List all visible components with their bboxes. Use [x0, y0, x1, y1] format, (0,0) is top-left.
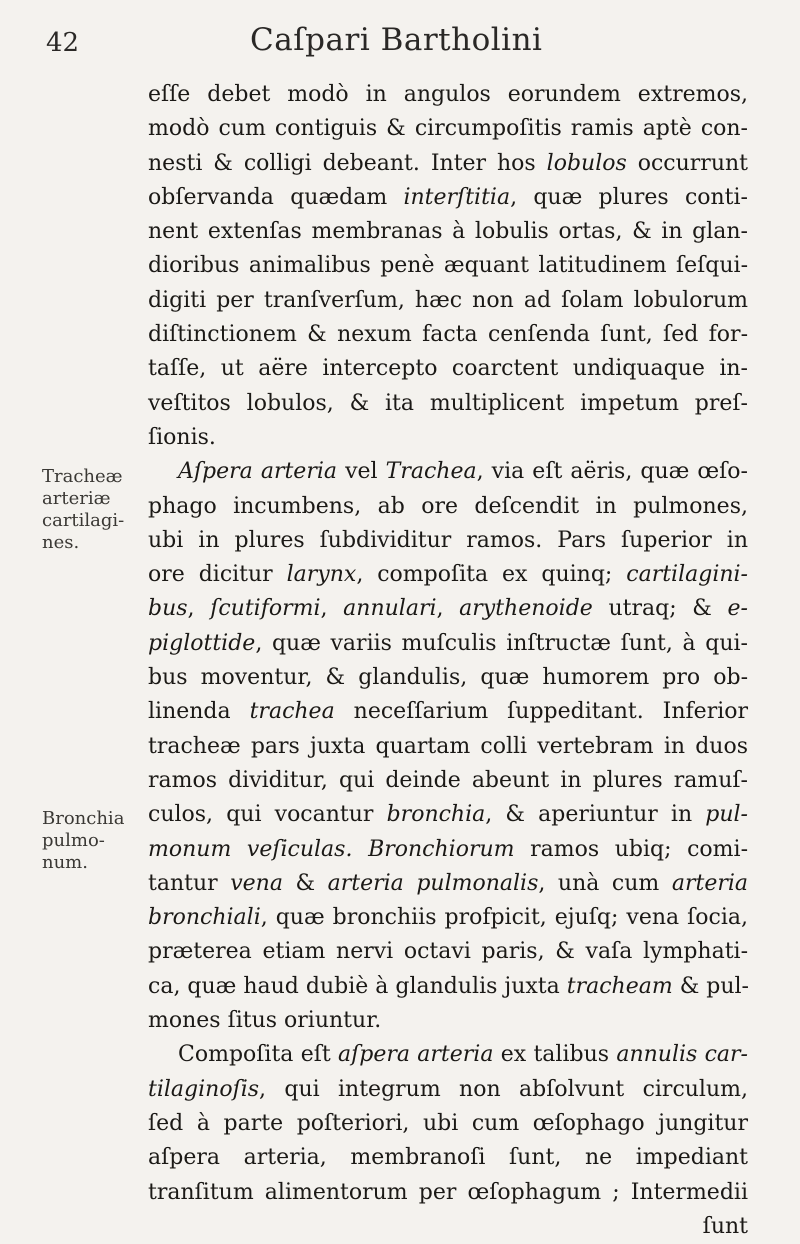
text-run: præterea etiam nervi octavi paris, & vaſa lymphati- — [148, 939, 748, 965]
text-line — [148, 352, 748, 386]
text-run: ore dicitur — [148, 562, 287, 588]
italic-term: monum veſiculas. — [148, 836, 353, 862]
italic-term: trachea — [249, 699, 335, 725]
text-line — [148, 524, 748, 558]
italic-term: bronchia — [386, 802, 486, 828]
text-run: , compoſita ex quinq; — [356, 562, 627, 588]
text-run: neceſſarium ſuppeditant. Inferior — [334, 699, 749, 725]
text-run: tracheæ pars juxta quartam colli vertebram in duos — [148, 733, 748, 759]
text-line — [148, 627, 748, 661]
running-head: Caſpari Bartholini — [250, 22, 543, 58]
text-run: dioribus animalibus penè æquant latitudinem ſeſqui- — [148, 253, 748, 279]
italic-term: annulis car- — [616, 1042, 748, 1068]
text-line — [148, 730, 748, 764]
text-run: , via eſt aëris, quæ œſo- — [476, 459, 748, 485]
text-line — [148, 284, 748, 318]
margin-note-trachea — [42, 466, 124, 554]
text-run: vel — [337, 459, 386, 485]
text-run: utraq; & — [592, 596, 728, 622]
text-line — [148, 1073, 748, 1107]
text-line — [148, 833, 748, 867]
italic-term: bus — [148, 596, 188, 622]
text-run: ſed à parte poſteriori, ubi cum œſophago jungitur — [148, 1110, 748, 1136]
text-run: linenda — [148, 699, 250, 725]
margin-note-line: num. — [42, 852, 88, 873]
italic-term: ſcutiformi — [210, 596, 321, 622]
text-run: tantur — [148, 870, 231, 896]
text-run: , — [187, 596, 211, 622]
italic-term: interſtitia — [403, 184, 511, 210]
body-text — [148, 78, 748, 1244]
text-run: veſtitos lobulos, & ita multiplicent impetum preſ- — [148, 390, 748, 416]
text-run: ex talibus — [493, 1042, 617, 1068]
margin-note-line: Bronchia — [42, 808, 125, 829]
page-number: 42 — [46, 28, 80, 58]
text-line — [148, 798, 748, 832]
text-line — [148, 901, 748, 935]
text-run: ca, quæ haud dubiè à glandulis juxta — [148, 973, 567, 999]
text-run: ramos ubiq; comi- — [514, 836, 748, 862]
text-line — [148, 455, 748, 489]
text-run: phago incumbens, ab ore deſcendit in pulmones, — [148, 493, 748, 519]
text-line — [148, 78, 748, 112]
text-line — [148, 1141, 748, 1175]
text-run: , & aperiuntur in — [485, 802, 706, 828]
text-line — [148, 1107, 748, 1141]
text-line — [148, 764, 748, 798]
text-run: ſionis. — [148, 424, 216, 450]
italic-term: Aſpera arteria — [178, 459, 337, 485]
text-line — [148, 558, 748, 592]
text-line — [148, 695, 748, 729]
italic-term: Trachea — [385, 459, 477, 485]
text-line — [148, 661, 748, 695]
margin-note-line: nes. — [42, 532, 80, 553]
text-run: & — [282, 870, 328, 896]
italic-term: arteria pulmonalis — [327, 870, 539, 896]
text-run: tranſitum alimentorum per œſophagum ; Intermedii — [148, 1179, 748, 1205]
text-run: occurrunt — [626, 150, 748, 176]
text-line — [148, 490, 748, 524]
text-run: mones ſitus oriuntur. — [148, 1008, 382, 1034]
text-run: , quæ bronchiis profpicit, ejuſq; vena ſocia, — [260, 905, 748, 931]
text-line — [148, 215, 748, 249]
text-run: digiti per tranſverſum, hæc non ad ſolam lobulorum — [148, 287, 748, 313]
text-run: ramos dividitur, qui deinde abeunt in plures ramuſ- — [148, 767, 748, 793]
text-run: eſſe debet modò in angulos eorundem extremos, — [148, 82, 748, 107]
italic-term: tracheam — [566, 973, 673, 999]
text-run: , qui integrum non abſolvunt circulum, — [259, 1076, 748, 1102]
text-run: obſervanda quædam — [148, 184, 404, 210]
text-run: Compoſita eſt — [178, 1042, 338, 1068]
text-run: , quæ plures conti- — [510, 184, 748, 210]
text-run: nesti & colligi debeant. Inter hos — [148, 150, 547, 176]
italic-term: tilaginoſis — [148, 1076, 260, 1102]
text-run — [352, 837, 368, 862]
text-run: ubi in plures ſubdividitur ramos. Pars ſuperior in — [148, 527, 748, 553]
italic-term: piglottide — [148, 630, 256, 656]
margin-note-line: Tracheæ — [42, 466, 123, 487]
text-run: aſpera arteria, membranoſi ſunt, ne impediant — [148, 1145, 748, 1171]
text-line — [148, 318, 748, 352]
text-run: modò cum contiguis & circumpoſitis ramis aptè con- — [148, 116, 748, 142]
text-run: culos, qui vocantur — [148, 802, 387, 828]
text-run: , quæ variis muſculis inſtructæ ſunt, à qui- — [255, 630, 748, 656]
text-line — [148, 112, 748, 146]
italic-term: lobulos — [546, 150, 627, 176]
text-line — [148, 181, 748, 215]
text-line — [148, 867, 748, 901]
text-line — [148, 1210, 748, 1244]
text-line — [148, 1038, 748, 1072]
italic-term: e- — [727, 596, 748, 622]
italic-term: arythenoide — [459, 596, 593, 622]
italic-term: vena — [230, 870, 283, 896]
text-line — [148, 147, 748, 181]
text-line — [148, 592, 748, 626]
italic-term: aſpera arteria — [338, 1042, 494, 1068]
text-run: & pul- — [672, 973, 749, 999]
text-run: ſunt — [702, 1213, 748, 1239]
italic-term: Bronchiorum — [368, 836, 515, 862]
text-line — [148, 1176, 748, 1210]
text-run: nent extenſas membranas à lobulis ortas, & in glan- — [148, 219, 748, 245]
text-run: taſſe, ut aëre intercepto coarctent undiquaque in- — [148, 356, 748, 382]
italic-term: arteria — [671, 870, 749, 896]
margin-note-bronchia — [42, 808, 124, 874]
text-line — [148, 249, 748, 283]
text-line — [148, 935, 748, 969]
text-line — [148, 1004, 748, 1038]
italic-term: annulari — [343, 596, 437, 622]
italic-term: larynx — [286, 562, 357, 588]
margin-note-line: pulmo- — [42, 830, 105, 851]
margin-note-line: arteriæ — [42, 488, 111, 509]
text-line — [148, 970, 748, 1004]
text-run: , unà cum — [538, 870, 672, 896]
text-run: , — [320, 596, 344, 622]
italic-term: pul- — [705, 802, 748, 828]
text-run: , — [436, 596, 460, 622]
margin-note-line: cartilagi- — [42, 510, 125, 531]
text-run: diſtinctionem & nexum facta cenſenda ſunt, ſed for- — [148, 322, 748, 348]
italic-term: cartilagini- — [626, 562, 748, 588]
italic-term: bronchiali — [148, 905, 261, 931]
text-run: bus moventur, & glandulis, quæ humorem pro ob- — [148, 665, 748, 691]
text-line — [148, 387, 748, 421]
text-line — [148, 421, 748, 455]
